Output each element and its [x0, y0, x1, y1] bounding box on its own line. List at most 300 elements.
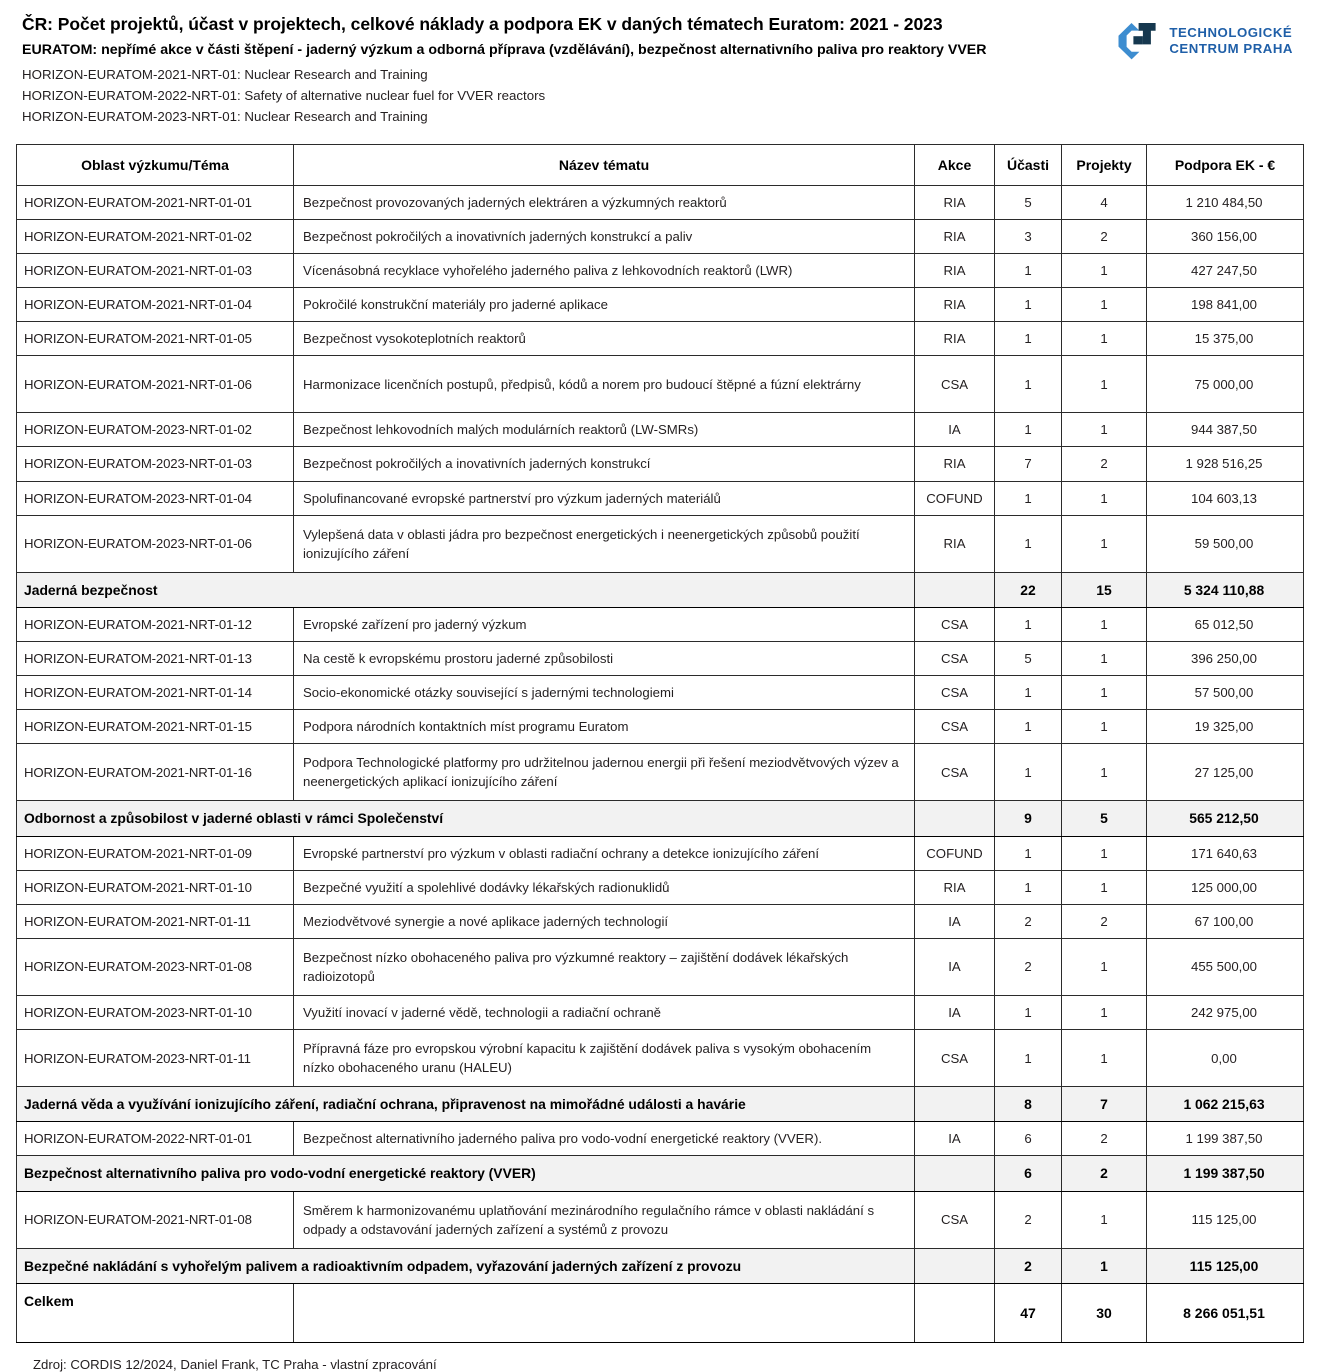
row-participations-cell: [995, 185, 1062, 219]
row-action: COFUND: [926, 490, 983, 506]
row-projects: 1: [1100, 262, 1108, 278]
row-action-cell: [915, 185, 995, 219]
data-table-container: [16, 144, 1303, 1343]
total-support: 8 266 051,51: [1183, 1304, 1265, 1321]
subtotal-projects-cell: [1062, 1156, 1147, 1191]
table-row: [17, 1191, 1304, 1248]
row-action-cell: [915, 413, 995, 447]
row-name-cell: [294, 939, 915, 996]
row-name-cell: [294, 870, 915, 904]
subtotal-participations-cell: [995, 801, 1062, 836]
row-name-cell: [294, 447, 915, 481]
row-projects-cell: [1062, 676, 1147, 710]
total-action: [915, 1306, 994, 1320]
row-support: 104 603,13: [1190, 490, 1257, 506]
row-support-cell: [1147, 288, 1304, 322]
row-action: RIA: [943, 262, 966, 278]
row-projects: 1: [1100, 685, 1108, 701]
subtotal-projects-cell: [1062, 572, 1147, 607]
row-participations: 1: [1024, 297, 1032, 313]
row-projects-cell: [1062, 642, 1147, 676]
row-code: HORIZON-EURATOM-2023-NRT-01-06: [24, 536, 252, 552]
table-row: [17, 836, 1304, 870]
row-support: 171 640,63: [1190, 845, 1257, 861]
row-action-cell: [915, 642, 995, 676]
row-support: 427 247,50: [1190, 262, 1257, 278]
row-support: 0,00: [1211, 1050, 1237, 1066]
row-support: 115 125,00: [1191, 1212, 1257, 1228]
row-code: HORIZON-EURATOM-2023-NRT-01-11: [24, 1050, 251, 1066]
total-label: Celkem: [24, 1292, 74, 1309]
subtotal-support: 115 125,00: [1189, 1257, 1259, 1274]
table-body: [17, 185, 1304, 1342]
row-action-cell: [915, 356, 995, 413]
row-projects-cell: [1062, 744, 1147, 801]
table-row: [17, 996, 1304, 1030]
row-code-cell: [17, 413, 294, 447]
table-row: [17, 1030, 1304, 1087]
row-participations-cell: [995, 288, 1062, 322]
row-code-cell: [17, 996, 294, 1030]
row-action-cell: [915, 1122, 995, 1156]
table-row: [17, 185, 1304, 219]
row-participations: 1: [1024, 879, 1032, 895]
total-participations-cell: [995, 1283, 1062, 1342]
row-name: Bezpečnost alternativního jaderného paliva pro vodo-vodní energetické reaktory (VVER).: [303, 1131, 823, 1147]
row-action-cell: [915, 904, 995, 938]
row-name: Spolufinancované evropské partnerství pro výzkum jaderných materiálů: [303, 490, 721, 506]
call-identifier: HORIZON-EURATOM-2023-NRT-01: Nuclear Research and Training: [22, 108, 428, 124]
row-code-cell: [17, 288, 294, 322]
row-code: HORIZON-EURATOM-2021-NRT-01-03: [24, 262, 252, 278]
row-name-cell: [294, 996, 915, 1030]
row-action-cell: [915, 996, 995, 1030]
row-name: Využití inovací v jaderné vědě, technologii a radiační ochraně: [303, 1005, 661, 1021]
row-support-cell: [1147, 996, 1304, 1030]
row-code: HORIZON-EURATOM-2021-NRT-01-01: [24, 194, 252, 210]
table-total-row: [17, 1283, 1304, 1342]
row-name: Bezpečnost nízko obohaceného paliva pro výzkumné reaktory – zajištění dodávek lékařských radioizotopů: [303, 949, 849, 985]
logo-wordmark: [1169, 25, 1293, 56]
row-participations-cell: [995, 322, 1062, 356]
row-action: RIA: [943, 536, 966, 552]
row-projects: 1: [1100, 719, 1108, 735]
row-name-cell: [294, 356, 915, 413]
row-code: HORIZON-EURATOM-2021-NRT-01-05: [24, 331, 252, 347]
row-code: HORIZON-EURATOM-2021-NRT-01-02: [24, 228, 252, 244]
row-projects-cell: [1062, 870, 1147, 904]
row-participations: 1: [1024, 719, 1032, 735]
row-support-cell: [1147, 356, 1304, 413]
table-subtotal-row: [17, 572, 1304, 607]
row-name: Vylepšená data v oblasti jádra pro bezpečnost energetických i neenergetických způsobů použití ionizujícího záření: [303, 526, 860, 561]
subtotal-support: 1 199 387,50: [1183, 1165, 1265, 1182]
row-support: 242 975,00: [1190, 1005, 1257, 1021]
row-name-cell: [294, 253, 915, 287]
row-support-cell: [1147, 253, 1304, 287]
column-header-area: Oblast výzkumu/Téma: [17, 144, 294, 185]
row-action-cell: [915, 481, 995, 515]
row-participations-cell: [995, 447, 1062, 481]
row-code-cell: [17, 939, 294, 996]
row-participations: 1: [1024, 1050, 1032, 1066]
row-participations-cell: [995, 939, 1062, 996]
row-support-cell: [1147, 481, 1304, 515]
row-name: Bezpečnost pokročilých a inovativních jaderných konstrukcí a paliv: [303, 228, 693, 244]
row-projects-cell: [1062, 185, 1147, 219]
row-support: 67 100,00: [1194, 913, 1254, 929]
total-participations: 47: [1020, 1304, 1036, 1321]
subtotal-participations: 8: [1024, 1096, 1032, 1113]
row-name-cell: [294, 607, 915, 641]
row-support-cell: [1147, 870, 1304, 904]
row-projects-cell: [1062, 607, 1147, 641]
row-code-cell: [17, 870, 294, 904]
row-projects-cell: [1062, 515, 1147, 572]
row-action: CSA: [940, 1212, 969, 1228]
table-row: [17, 642, 1304, 676]
row-projects: 1: [1100, 616, 1108, 632]
row-name: Podpora Technologické platformy pro udržitelnou jadernou energii při řešení meziodvětvových výzev a neenergetických aplikací ionizujícího záření: [303, 755, 899, 790]
row-code: HORIZON-EURATOM-2023-NRT-01-03: [24, 456, 252, 472]
row-action: IA: [948, 1131, 961, 1147]
row-code: HORIZON-EURATOM-2021-NRT-01-16: [24, 764, 252, 780]
row-support: 1 210 484,50: [1185, 194, 1263, 210]
row-participations: 2: [1024, 1212, 1032, 1228]
subtotal-support: 565 212,50: [1189, 810, 1259, 827]
subtotal-support: 1 062 215,63: [1183, 1096, 1265, 1113]
row-projects: 1: [1100, 1005, 1108, 1021]
table-row: [17, 481, 1304, 515]
row-name-cell: [294, 481, 915, 515]
row-action-cell: [915, 676, 995, 710]
table-row: [17, 744, 1304, 801]
subtotal-label: Jaderná věda a využívání ionizujícího záření, radiační ochrana, připravenost na mimořádné události a havárie: [24, 1096, 746, 1113]
row-action-cell: [915, 219, 995, 253]
row-action: CSA: [940, 719, 969, 735]
row-projects-cell: [1062, 219, 1147, 253]
logo-line-1: TECHNOLOGICKÉ: [1169, 25, 1293, 41]
row-participations-cell: [995, 219, 1062, 253]
row-projects: 1: [1100, 536, 1108, 552]
row-projects-cell: [1062, 481, 1147, 515]
row-action: CSA: [940, 685, 969, 701]
table-row: [17, 322, 1304, 356]
row-code: HORIZON-EURATOM-2021-NRT-01-06: [24, 376, 252, 392]
row-projects: 1: [1100, 297, 1108, 313]
row-support-cell: [1147, 1122, 1304, 1156]
row-code: HORIZON-EURATOM-2022-NRT-01-01: [24, 1131, 252, 1147]
row-support: 15 375,00: [1194, 331, 1254, 347]
row-participations: 1: [1024, 536, 1032, 552]
subtotal-participations-cell: [995, 1087, 1062, 1122]
subtotal-participations-cell: [995, 572, 1062, 607]
table-row: [17, 413, 1304, 447]
subtotal-projects: 5: [1100, 810, 1108, 827]
subtotal-support-cell: [1147, 572, 1304, 607]
row-projects: 4: [1100, 194, 1108, 210]
row-projects: 1: [1100, 422, 1108, 438]
row-participations-cell: [995, 744, 1062, 801]
table-row: [17, 219, 1304, 253]
row-action: RIA: [943, 228, 966, 244]
total-projects-cell: [1062, 1283, 1147, 1342]
row-projects: 2: [1100, 456, 1108, 472]
subtotal-participations: 22: [1020, 581, 1036, 598]
row-projects: 2: [1100, 913, 1108, 929]
subtotal-action-cell: [915, 1156, 995, 1191]
row-name: Bezpečné využití a spolehlivé dodávky lékařských radionuklidů: [303, 879, 670, 895]
row-projects-cell: [1062, 710, 1147, 744]
row-support-cell: [1147, 322, 1304, 356]
row-code: HORIZON-EURATOM-2021-NRT-01-14: [24, 685, 252, 701]
subtotal-projects: 2: [1100, 1165, 1108, 1182]
row-projects-cell: [1062, 1030, 1147, 1087]
row-code-cell: [17, 253, 294, 287]
row-code-cell: [17, 744, 294, 801]
row-participations-cell: [995, 836, 1062, 870]
row-name: Přípravná fáze pro evropskou výrobní kapacitu k zajištění dodávek paliva s vysokým obohacením nízko obohaceného uranu (HALEU): [303, 1041, 872, 1076]
row-projects: 2: [1100, 228, 1108, 244]
row-support: 125 000,00: [1190, 879, 1257, 895]
row-participations-cell: [995, 710, 1062, 744]
row-participations: 1: [1024, 1005, 1032, 1021]
row-participations-cell: [995, 870, 1062, 904]
row-action: RIA: [943, 297, 966, 313]
subtotal-projects: 15: [1096, 581, 1112, 598]
row-name: Na cestě k evropskému prostoru jaderné způsobilosti: [303, 651, 614, 667]
row-action: CSA: [940, 764, 969, 780]
row-participations-cell: [995, 1122, 1062, 1156]
tc-praha-logo-icon: [1114, 20, 1160, 62]
table-row: [17, 870, 1304, 904]
row-projects-cell: [1062, 996, 1147, 1030]
row-projects-cell: [1062, 413, 1147, 447]
document-subtitle: EURATOM: nepřímé akce v části štěpení - jaderný výzkum a odborná příprava (vzdělávání), bezpečnost alternativního paliva pro reaktory VVER: [22, 41, 987, 58]
subtotal-support: 5 324 110,88: [1183, 581, 1265, 598]
row-code: HORIZON-EURATOM-2021-NRT-01-15: [24, 719, 252, 735]
row-participations: 3: [1024, 228, 1032, 244]
row-support: 59 500,00: [1194, 536, 1254, 552]
row-participations-cell: [995, 515, 1062, 572]
call-identifier-list: [22, 64, 1303, 127]
row-code-cell: [17, 447, 294, 481]
total-name: [294, 1306, 914, 1320]
row-action-cell: [915, 939, 995, 996]
row-projects: 2: [1100, 1131, 1108, 1147]
row-name-cell: [294, 744, 915, 801]
row-name: Harmonizace licenčních postupů, předpisů, kódů a norem pro budoucí štěpné a fúzní elektrárny: [303, 376, 861, 392]
row-name-cell: [294, 219, 915, 253]
row-participations-cell: [995, 676, 1062, 710]
row-name: Meziodvětvové synergie a nové aplikace jaderných technologií: [303, 913, 669, 929]
row-action-cell: [915, 515, 995, 572]
row-support-cell: [1147, 744, 1304, 801]
subtotal-action: [915, 1167, 994, 1181]
row-name-cell: [294, 904, 915, 938]
row-participations: 1: [1024, 490, 1032, 506]
row-support: 19 325,00: [1194, 719, 1254, 735]
row-support: 1 199 387,50: [1185, 1131, 1263, 1147]
total-projects: 30: [1096, 1304, 1112, 1321]
subtotal-label: Jaderná bezpečnost: [24, 581, 158, 598]
table-header: [17, 144, 1304, 185]
row-support-cell: [1147, 939, 1304, 996]
row-name-cell: [294, 413, 915, 447]
subtotal-projects: 1: [1100, 1257, 1108, 1274]
row-participations-cell: [995, 481, 1062, 515]
table-row: [17, 607, 1304, 641]
row-code-cell: [17, 710, 294, 744]
table-subtotal-row: [17, 1087, 1304, 1122]
row-projects-cell: [1062, 288, 1147, 322]
subtotal-action-cell: [915, 801, 995, 836]
row-code: HORIZON-EURATOM-2021-NRT-01-13: [24, 651, 252, 667]
subtotal-label: Odbornost a způsobilost v jaderné oblasti v rámci Společenství: [24, 810, 444, 827]
document-header: [16, 14, 1303, 127]
row-participations-cell: [995, 356, 1062, 413]
row-support: 65 012,50: [1194, 616, 1254, 632]
row-support-cell: [1147, 447, 1304, 481]
subtotal-label-cell: [17, 1156, 915, 1191]
row-projects-cell: [1062, 939, 1147, 996]
call-identifier: HORIZON-EURATOM-2022-NRT-01: Safety of alternative nuclear fuel for VVER reactors: [22, 87, 546, 103]
row-projects: 1: [1100, 490, 1108, 506]
row-projects-cell: [1062, 1191, 1147, 1248]
row-support-cell: [1147, 1191, 1304, 1248]
column-header-name: Název tématu: [294, 144, 915, 185]
table-subtotal-row: [17, 1156, 1304, 1191]
row-projects-cell: [1062, 1122, 1147, 1156]
row-code: HORIZON-EURATOM-2023-NRT-01-04: [24, 490, 252, 506]
row-action-cell: [915, 253, 995, 287]
row-code-cell: [17, 607, 294, 641]
row-action-cell: [915, 322, 995, 356]
total-label-cell: [17, 1283, 294, 1342]
subtotal-projects-cell: [1062, 1087, 1147, 1122]
subtotal-label-cell: [17, 1087, 915, 1122]
row-name-cell: [294, 185, 915, 219]
row-code: HORIZON-EURATOM-2021-NRT-01-09: [24, 845, 252, 861]
row-projects: 1: [1100, 959, 1108, 975]
row-action-cell: [915, 607, 995, 641]
row-action-cell: [915, 1030, 995, 1087]
row-code-cell: [17, 904, 294, 938]
row-action: RIA: [943, 194, 966, 210]
table-subtotal-row: [17, 801, 1304, 836]
row-action-cell: [915, 1191, 995, 1248]
row-participations: 5: [1024, 194, 1032, 210]
row-action: CSA: [940, 616, 969, 632]
table-row: [17, 904, 1304, 938]
row-projects: 1: [1100, 764, 1108, 780]
row-projects: 1: [1100, 1050, 1108, 1066]
row-participations-cell: [995, 1191, 1062, 1248]
row-support-cell: [1147, 1030, 1304, 1087]
subtotal-projects: 7: [1100, 1096, 1108, 1113]
table-row: [17, 447, 1304, 481]
subtotal-label-cell: [17, 572, 915, 607]
row-name-cell: [294, 642, 915, 676]
row-code-cell: [17, 836, 294, 870]
row-participations: 2: [1024, 959, 1032, 975]
subtotal-projects-cell: [1062, 801, 1147, 836]
row-name-cell: [294, 676, 915, 710]
row-action: CSA: [940, 376, 969, 392]
subtotal-action: [915, 583, 994, 597]
row-name-cell: [294, 1030, 915, 1087]
table-row: [17, 288, 1304, 322]
row-participations: 1: [1024, 331, 1032, 347]
row-name: Bezpečnost provozovaných jaderných elektráren a výzkumných reaktorů: [303, 194, 727, 210]
source-note: Zdroj: CORDIS 12/2024, Daniel Frank, TC Praha - vlastní zpracování: [33, 1356, 437, 1372]
row-code: HORIZON-EURATOM-2021-NRT-01-08: [24, 1212, 252, 1228]
subtotal-support-cell: [1147, 1087, 1304, 1122]
logo-line-2: CENTRUM PRAHA: [1169, 41, 1293, 56]
row-participations: 1: [1024, 764, 1032, 780]
row-support-cell: [1147, 413, 1304, 447]
row-code-cell: [17, 515, 294, 572]
row-name: Vícenásobná recyklace vyhořelého jaderného paliva z lehkovodních reaktorů (LWR): [303, 262, 793, 278]
row-name: Směrem k harmonizovanému uplatňování mezinárodního regulačního rámce v oblasti nakládání s odpady a odstavování jaderných zařízení a systémů z provozu: [303, 1202, 875, 1237]
row-action: CSA: [940, 1050, 969, 1066]
row-support: 27 125,00: [1194, 764, 1254, 780]
row-code: HORIZON-EURATOM-2021-NRT-01-04: [24, 297, 252, 313]
row-name: Evropské zařízení pro jaderný výzkum: [303, 616, 527, 632]
row-projects-cell: [1062, 836, 1147, 870]
row-code-cell: [17, 1030, 294, 1087]
table-row: [17, 676, 1304, 710]
row-support: 360 156,00: [1190, 228, 1257, 244]
subtotal-participations: 6: [1024, 1165, 1032, 1182]
row-projects: 1: [1100, 1212, 1108, 1228]
row-action-cell: [915, 288, 995, 322]
euratom-topics-table: [16, 144, 1304, 1343]
table-row: [17, 710, 1304, 744]
row-participations: 1: [1024, 262, 1032, 278]
row-action: RIA: [943, 456, 966, 472]
row-action-cell: [915, 870, 995, 904]
row-code: HORIZON-EURATOM-2023-NRT-01-08: [24, 959, 252, 975]
subtotal-support-cell: [1147, 801, 1304, 836]
row-participations: 2: [1024, 913, 1032, 929]
row-support-cell: [1147, 515, 1304, 572]
subtotal-participations-cell: [995, 1156, 1062, 1191]
row-name: Socio-ekonomické otázky související s jadernými technologiemi: [303, 685, 674, 701]
row-name: Podpora národních kontaktních míst programu Euratom: [303, 719, 629, 735]
row-name: Bezpečnost pokročilých a inovativních jaderných konstrukcí: [303, 456, 651, 472]
organization-logo: [1114, 20, 1293, 62]
row-support-cell: [1147, 607, 1304, 641]
row-projects-cell: [1062, 253, 1147, 287]
row-action-cell: [915, 447, 995, 481]
row-action: IA: [948, 422, 961, 438]
row-action: RIA: [943, 879, 966, 895]
row-participations: 1: [1024, 685, 1032, 701]
subtotal-action: [915, 812, 994, 826]
row-support-cell: [1147, 185, 1304, 219]
row-action: RIA: [943, 331, 966, 347]
table-row: [17, 515, 1304, 572]
subtotal-action-cell: [915, 1248, 995, 1283]
column-header-support: Podpora EK - €: [1147, 144, 1304, 185]
row-support: 396 250,00: [1190, 651, 1257, 667]
row-action: IA: [948, 1005, 961, 1021]
row-name: Bezpečnost lehkovodních malých modulárních reaktorů (LW-SMRs): [303, 422, 699, 438]
row-support-cell: [1147, 836, 1304, 870]
row-participations: 1: [1024, 845, 1032, 861]
row-name-cell: [294, 288, 915, 322]
